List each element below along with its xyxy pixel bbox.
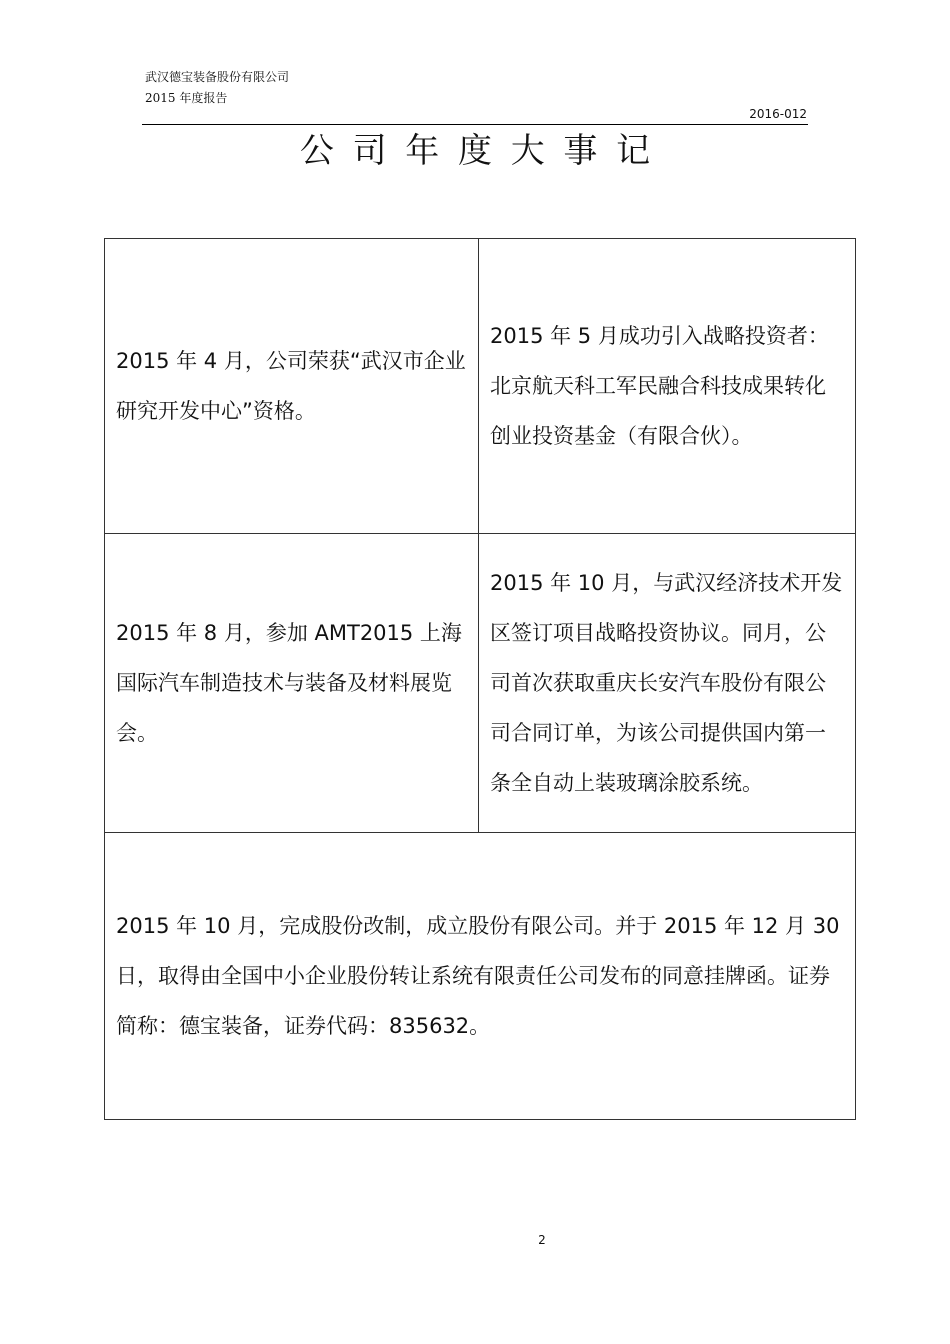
header-company-name: 武汉德宝装备股份有限公司 [145, 70, 290, 84]
table-row [105, 833, 856, 1120]
event-cell-2015-08: 2015 年 8 月，参加 AMT2015 上海国际汽车制造技术与装备及材料展览会。 [105, 534, 479, 833]
header-report-title: 2015 年度报告 [145, 91, 228, 105]
event-cell-2015-10-wuhan: 2015 年 10 月，与武汉经济技术开发区签订项目战略投资协议。同月，公司首次获取重庆长安汽车股份有限公司合同订单，为该公司提供国内第一条全自动上装玻璃涂胶系统。 [479, 534, 856, 833]
page-number: 2 [538, 1233, 546, 1247]
events-table [104, 238, 856, 1120]
table-row [105, 534, 856, 833]
event-cell-2015-05: 2015 年 5 月成功引入战略投资者：北京航天科工军民融合科技成果转化创业投资基金（有限合伙）。 [479, 239, 856, 534]
event-cell-2015-10-listing: 2015 年 10 月，完成股份改制，成立股份有限公司。并于 2015 年 12 月 30 日，取得由全国中小企业股份转让系统有限责任公司发布的同意挂牌函。证券简称：德宝装备，证券代码：835632。 [105, 833, 856, 1120]
header-divider [142, 124, 808, 125]
document-number: 2016-012 [749, 107, 807, 121]
table-row [105, 239, 856, 534]
page-title: 公司年度大事记 [299, 131, 669, 171]
event-cell-2015-04: 2015 年 4 月，公司荣获“武汉市企业研究开发中心”资格。 [105, 239, 479, 534]
